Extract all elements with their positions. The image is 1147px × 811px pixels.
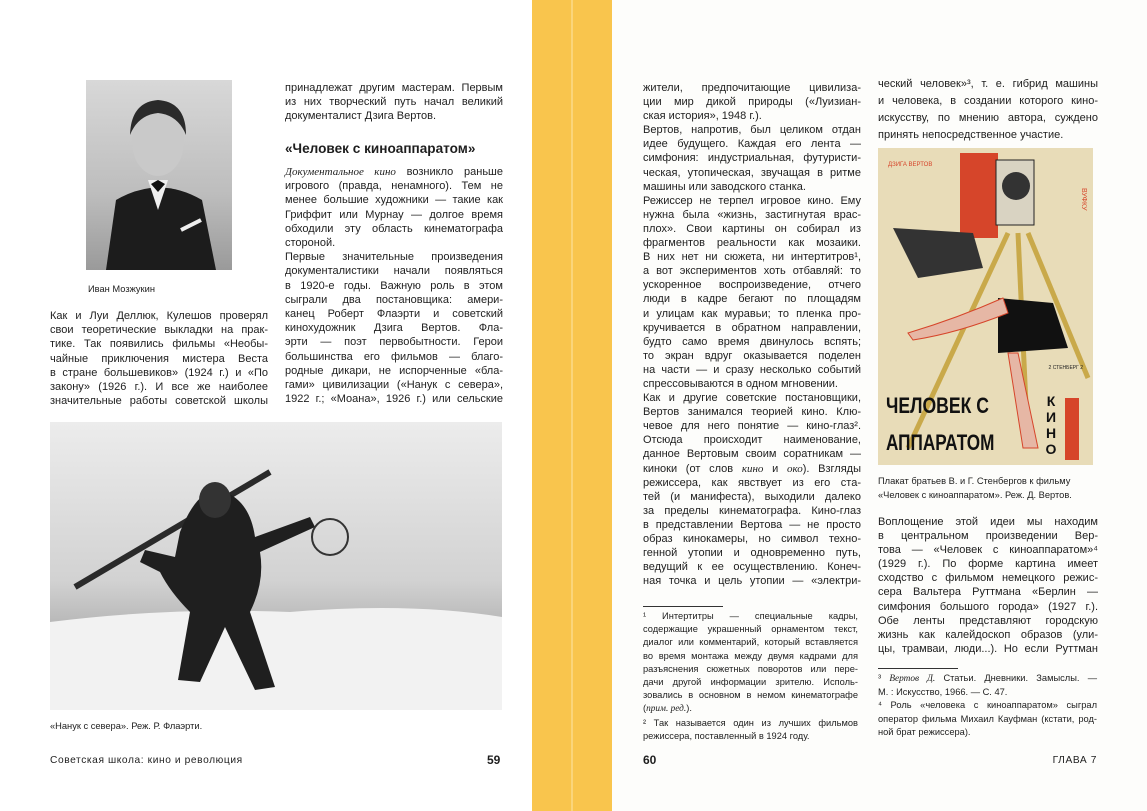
page-number-left: 59 bbox=[487, 753, 501, 767]
text-line: идее будущего. Каждая его лента — bbox=[643, 138, 861, 151]
text-line: симфония большого города» (1927 г.). bbox=[878, 600, 1098, 613]
text-line: чевое для него понятие — кино-глаз². bbox=[643, 420, 861, 433]
poster-title-1: ЧЕЛОВЕК С bbox=[886, 393, 989, 418]
poster-caption bbox=[878, 474, 1072, 502]
text-line: Как и другие советские постановщики, bbox=[643, 392, 861, 405]
text-line: Отсюда происходит наименование, bbox=[643, 434, 861, 447]
text-line: стороной. bbox=[285, 237, 336, 250]
text-line: машины или заводского станка. bbox=[643, 180, 806, 193]
text-line: оператор фильма Михаил Кауфман (кстати, род- bbox=[878, 713, 1097, 724]
text-line: М. : Искусство, 1966. — С. 47. bbox=[878, 687, 1008, 698]
text-column-right-page-2 bbox=[878, 515, 1098, 656]
text-line: Режиссер не терпел игровое кино. Ему bbox=[643, 194, 861, 207]
poster-caption-line: «Человек с киноаппаратом». Реж. Д. Вертов. bbox=[878, 490, 1072, 500]
text-line: режиссера, как явствует из его ста- bbox=[643, 476, 861, 489]
text-line: игрового (правда, ненамного). Тем не bbox=[285, 180, 503, 193]
text-line: симфония: индустриальная, футуристи- bbox=[643, 152, 861, 165]
text-line: ведущий к ее осуществлению. Конеч- bbox=[643, 561, 861, 574]
text-line: и человека, в создании которого кино- bbox=[878, 95, 1098, 107]
footnote-rule-2 bbox=[878, 668, 958, 669]
text-line bbox=[878, 672, 1097, 686]
text-line: большинства его фильмов — благо- bbox=[285, 350, 503, 363]
poster-side-text: ВУФКУ bbox=[1080, 188, 1087, 211]
text-line: Первые значительные произведения bbox=[285, 251, 503, 264]
text-segment: киноки (от слов bbox=[643, 462, 742, 475]
italic-text: Документальное кино bbox=[285, 166, 396, 178]
text-line: в представлении Вертова — не просто bbox=[643, 518, 861, 531]
text-line: закону» (1926 г.). И все же наиболее bbox=[50, 381, 268, 394]
text-line: содержащие украшенный орнаментом текст, bbox=[643, 624, 858, 635]
text-line: из них творческий путь начал великий bbox=[285, 96, 503, 109]
text-line: за пределы кинематографа. Кино-глаз bbox=[643, 504, 861, 517]
text-line: тике. Так появились фильмы «Необы- bbox=[50, 338, 268, 351]
text-line: чайные приключения мистера Веста bbox=[50, 352, 268, 365]
footnote-rule bbox=[643, 606, 723, 607]
text-line: жители, предпочитающие цивилиза- bbox=[643, 82, 861, 94]
text-line: искусству, по мнению автора, суждено bbox=[878, 112, 1098, 124]
poster-title-2: АППАРАТОМ bbox=[886, 430, 995, 455]
text-column-right bbox=[285, 165, 503, 406]
text-column-left bbox=[50, 309, 268, 408]
italic-text: Вертов Д. bbox=[889, 674, 936, 684]
text-line: в центральном произведении Вер- bbox=[878, 530, 1098, 543]
text-line: ции мир дикой природы («Луизиан- bbox=[643, 96, 861, 109]
poster-caption-line: Плакат братьев В. и Г. Стенбергов к фильму bbox=[878, 476, 1071, 486]
text-line bbox=[643, 702, 858, 716]
text-line: гами» цивилизации («Нанук с севера», bbox=[285, 379, 503, 392]
text-line: свои теоретические выкладки на прак- bbox=[50, 324, 268, 337]
footnotes-column-2 bbox=[878, 672, 1097, 739]
text-line bbox=[285, 165, 503, 179]
poster-title-3: КИНО bbox=[1043, 393, 1059, 457]
portrait-photo bbox=[86, 80, 232, 270]
text-line: принять непосредственное участие. bbox=[878, 129, 1064, 141]
portrait-caption: Иван Мозжукин bbox=[88, 284, 155, 294]
poster-image bbox=[878, 148, 1093, 465]
italic-text: кино bbox=[741, 462, 764, 475]
text-segment: возникло раньше bbox=[395, 166, 504, 178]
text-line: ⁴ Роль «человека с киноаппаратом» сыграл bbox=[878, 700, 1097, 711]
text-line: В них нет ни сюжета, ни интертитров¹, bbox=[643, 251, 861, 264]
text-column-right-page-1 bbox=[643, 81, 861, 588]
text-line: ¹ Интертитры — специальные кадры, bbox=[643, 611, 858, 621]
text-line: 1922 г.; «Моана», 1926 г.) или сельские bbox=[285, 393, 503, 406]
text-column-right-page-2-top bbox=[878, 76, 1098, 144]
text-line: образ кинокамеры, но символ техно- bbox=[643, 533, 861, 545]
text-line: Вертов занимался теорией кино. Клю- bbox=[643, 406, 861, 419]
text-line: люди в кадре бегают по площадям bbox=[643, 293, 861, 306]
nanook-photo bbox=[50, 422, 502, 710]
page-number-right: 60 bbox=[643, 753, 657, 767]
text-segment: Статьи. Дневники. Замыслы. — bbox=[935, 673, 1097, 683]
text-line: документалистики начали появляться bbox=[285, 265, 503, 278]
text-line: Вертов, напротив, был целиком отдан bbox=[643, 124, 861, 137]
text-line: данное Вертовым своим соратникам — bbox=[643, 448, 861, 461]
text-line: эрти — поэт первобытности. Герои bbox=[285, 336, 503, 349]
text-line: на части — и сразу несколько событий bbox=[643, 363, 861, 376]
italic-text: прим. ред. bbox=[646, 704, 687, 715]
text-line: а вот экспериментов хоть отбавляй: то bbox=[643, 265, 861, 278]
text-line: в стране большевиков» (1924 г.) и «По bbox=[50, 366, 268, 379]
text-line: цы, трамваи, люди...). Но если Руттман bbox=[878, 642, 1098, 655]
text-line: кручивается в обратном направлении, bbox=[643, 321, 861, 334]
text-line: Воплощение этой идеи мы находим bbox=[878, 516, 1098, 528]
running-footer-title: Советская школа: кино и революция bbox=[50, 755, 243, 766]
text-line: Обе ленты представляют городскую bbox=[878, 614, 1098, 627]
text-segment: ( bbox=[643, 703, 647, 714]
text-line: сера Вальтера Руттмана «Берлин — bbox=[878, 586, 1098, 599]
text-line: спрессовываются в одном мгновении. bbox=[643, 377, 838, 390]
text-column-right-top bbox=[285, 81, 503, 124]
spine-divider bbox=[571, 0, 573, 811]
poster-artist: 2 СТЕНБЕРГ 2 bbox=[1048, 365, 1083, 371]
text-line: будто само время двинулось вспять; bbox=[643, 335, 861, 348]
text-line: диалог или комментарий, который вставляется bbox=[643, 637, 858, 648]
footnotes-column-1 bbox=[643, 610, 858, 743]
text-line: значительные работы советской школы bbox=[50, 395, 268, 408]
photo-caption: «Нанук с севера». Реж. Р. Флаэрти. bbox=[50, 721, 203, 731]
text-line: ная точка и цель утопии — «электри- bbox=[643, 575, 861, 588]
text-line: ческий человек»³, т. е. гибрид машины bbox=[878, 78, 1098, 90]
text-line: (1929 г.). По форме картина имеет bbox=[878, 558, 1098, 571]
text-line: плох». Свои картины он собирал из bbox=[643, 222, 861, 235]
text-line: това — «Человек с киноаппаратом»⁴ bbox=[878, 544, 1098, 557]
text-line: документалист Дзига Вертов. bbox=[285, 110, 437, 123]
text-line: родные дикари, не испорченные «бла- bbox=[285, 364, 503, 377]
text-line: канец Роберт Флаэрти и советский bbox=[285, 308, 503, 321]
text-line: то экран вдруг оказывается поделен bbox=[643, 349, 861, 362]
text-line: ускоренное воспроизведение, отчего bbox=[643, 279, 861, 292]
text-line: Как и Луи Деллюк, Кулешов проверял bbox=[50, 310, 268, 322]
text-line: Гриффит или Мурнау — долгое время bbox=[285, 208, 503, 221]
text-line bbox=[643, 462, 861, 476]
text-segment: ³ bbox=[878, 673, 890, 683]
text-line: кинохудожник Дзига Вертов. Фла- bbox=[285, 322, 503, 335]
text-segment: и bbox=[763, 462, 787, 475]
text-line: генной утопии и одновременно путь, bbox=[643, 547, 861, 560]
text-line: дачи другой информации зрителю. Исполь- bbox=[643, 677, 858, 688]
text-line: сходство с фильмом немецкого режис- bbox=[878, 572, 1098, 585]
text-line: режиссера, поставленный в 1924 году. bbox=[643, 730, 810, 741]
text-line: и улицам как муравьи; то пленка про- bbox=[643, 307, 861, 320]
text-line: принадлежат другим мастерам. Первым bbox=[285, 82, 503, 94]
text-line: зовались в основном в немом кинематографе bbox=[643, 690, 858, 701]
text-line: ² Так называется один из лучших фильмов bbox=[643, 717, 858, 728]
text-line: менее большие художники — такие как bbox=[285, 194, 503, 207]
text-line: ной брат режиссера). bbox=[878, 726, 971, 737]
text-line: в 1920-е годы. Важную роль в этом bbox=[285, 279, 503, 292]
text-line: жизнь как калейдоскоп образов (ули- bbox=[878, 628, 1098, 641]
text-line: тей (и манифеста), выходили далеко bbox=[643, 490, 861, 503]
text-line: нужна была «жизнь, застигнутая врас- bbox=[643, 208, 861, 221]
text-line: разъяснения сюжетных поворотов или пере- bbox=[643, 663, 858, 674]
text-line: ческая, утопическая, звучащая в ритме bbox=[643, 166, 861, 179]
text-line: ская история», 1948 г.). bbox=[643, 110, 762, 123]
running-footer-chapter: ГЛАВА 7 bbox=[1052, 755, 1097, 766]
poster-credit: ДЗИГА ВЕРТОВ bbox=[888, 162, 933, 168]
text-segment: ). bbox=[686, 703, 692, 714]
text-line: сыграли два постановщика: амери- bbox=[285, 293, 503, 306]
text-line: фрагментов реальности как мозаики. bbox=[643, 237, 861, 250]
left-page bbox=[0, 0, 532, 811]
text-line: во время монтажа между двумя кадрами для bbox=[643, 650, 858, 661]
section-heading: «Человек с киноаппаратом» bbox=[285, 141, 476, 156]
italic-text: око bbox=[786, 462, 803, 475]
text-segment: ). Взгляды bbox=[802, 462, 861, 475]
text-line: обходили эту область кинематографа bbox=[285, 222, 503, 235]
